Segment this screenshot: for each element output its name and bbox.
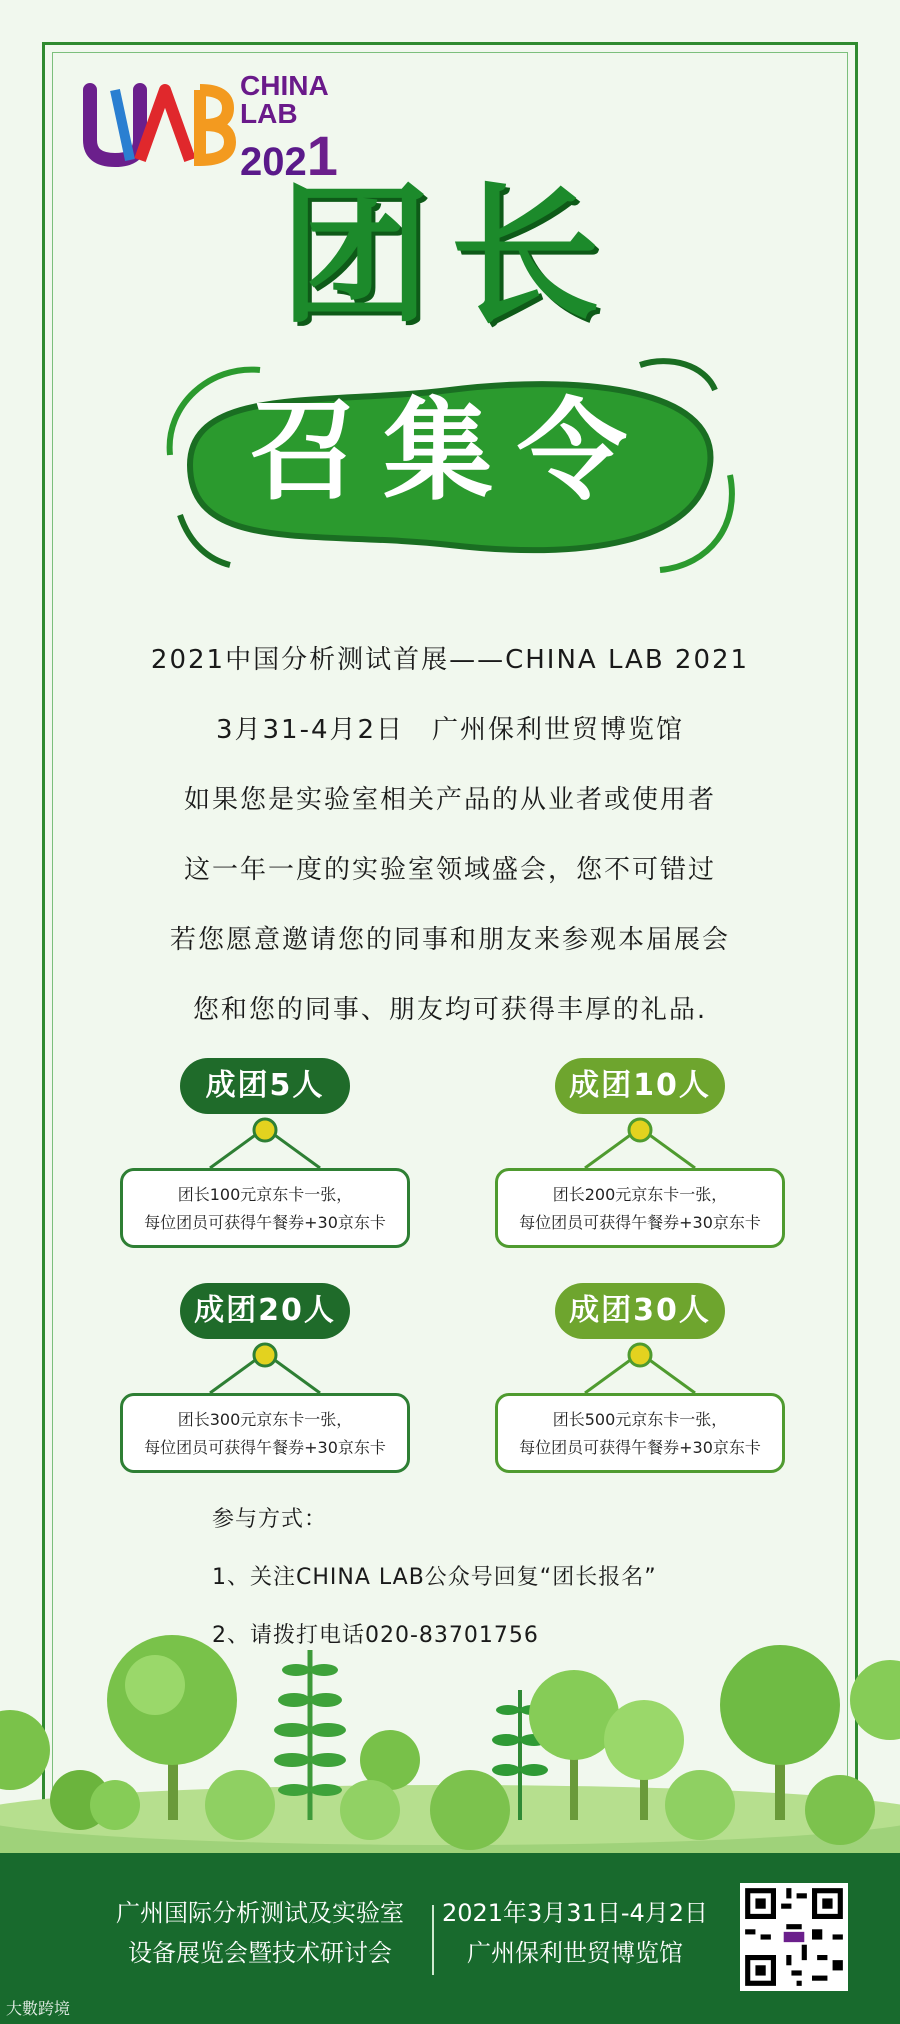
group-reward-card (120, 1168, 410, 1248)
footer-date: 2021年3月31日-4月2日 (441, 1899, 709, 1927)
footer-bar (0, 1853, 900, 2024)
group-card-10 (495, 1058, 785, 1258)
reward-line: 每位团员可获得午餐券+30京东卡 (519, 1213, 761, 1232)
footer-venue: 广州保利世贸博览馆 (467, 1939, 683, 1967)
intro-line: 这一年一度的实验室领域盛会，您不可错过 (183, 855, 716, 885)
footer-event-line: 广州国际分析测试及实验室 (116, 1899, 404, 1927)
intro-line: 3月31-4月2日 广州保利世贸博览馆 (215, 715, 685, 745)
group-title: 成团30人 (555, 1283, 725, 1339)
group-reward-card (120, 1393, 410, 1473)
group-reward-card (495, 1168, 785, 1248)
intro-text-block (0, 640, 900, 1060)
tree-scenery-illustration (0, 1610, 900, 1860)
group-card-30 (495, 1283, 785, 1483)
footer-divider (432, 1905, 434, 1975)
intro-line: 您和您的同事、朋友均可获得丰厚的礼品. (192, 995, 708, 1025)
footer-event-info (440, 1893, 710, 1973)
intro-line: 若您愿意邀请您的同事和朋友来参观本届展会 (169, 925, 730, 955)
reward-line: 每位团员可获得午餐券+30京东卡 (144, 1213, 386, 1232)
intro-line: 如果您是实验室相关产品的从业者或使用者 (183, 785, 716, 815)
reward-line: 每位团员可获得午餐券+30京东卡 (144, 1438, 386, 1457)
group-card-5 (120, 1058, 410, 1258)
group-reward-card (495, 1393, 785, 1473)
logo-line-lab: LAB (240, 98, 298, 129)
intro-line: 2021中国分析测试首展——CHINA LAB 2021 (150, 645, 750, 675)
logo-text (240, 70, 338, 187)
reward-line: 团长300元京东卡一张， (177, 1410, 353, 1429)
reward-line: 团长500元京东卡一张， (552, 1410, 728, 1429)
group-title: 成团20人 (180, 1283, 350, 1339)
watermark: 大數跨境 (6, 1999, 71, 2018)
participation-item: 1、关注CHINA LAB公众号回复“团长报名” (212, 1565, 657, 1590)
logo-year-suffix: 1 (306, 124, 338, 187)
footer-event-name (90, 1893, 430, 1973)
reward-line: 团长100元京东卡一张， (177, 1185, 353, 1204)
group-card-20 (120, 1283, 410, 1483)
qr-code-icon[interactable] (740, 1883, 848, 1991)
subheadline-title: 召集令 (249, 387, 651, 515)
logo-year-prefix: 202 (240, 140, 307, 184)
logo-line-china: CHINA (240, 70, 329, 101)
footer-event-line: 设备展览会暨技术研讨会 (128, 1939, 392, 1967)
group-title: 成团5人 (180, 1058, 350, 1114)
group-title: 成团10人 (555, 1058, 725, 1114)
participation-heading: 参与方式： (212, 1507, 328, 1532)
reward-line: 团长200元京东卡一张， (552, 1185, 728, 1204)
participation-item: 2、请拨打电话020-83701756 (212, 1623, 539, 1648)
reward-line: 每位团员可获得午餐券+30京东卡 (519, 1438, 761, 1457)
headline-title: 团长 (279, 170, 620, 344)
